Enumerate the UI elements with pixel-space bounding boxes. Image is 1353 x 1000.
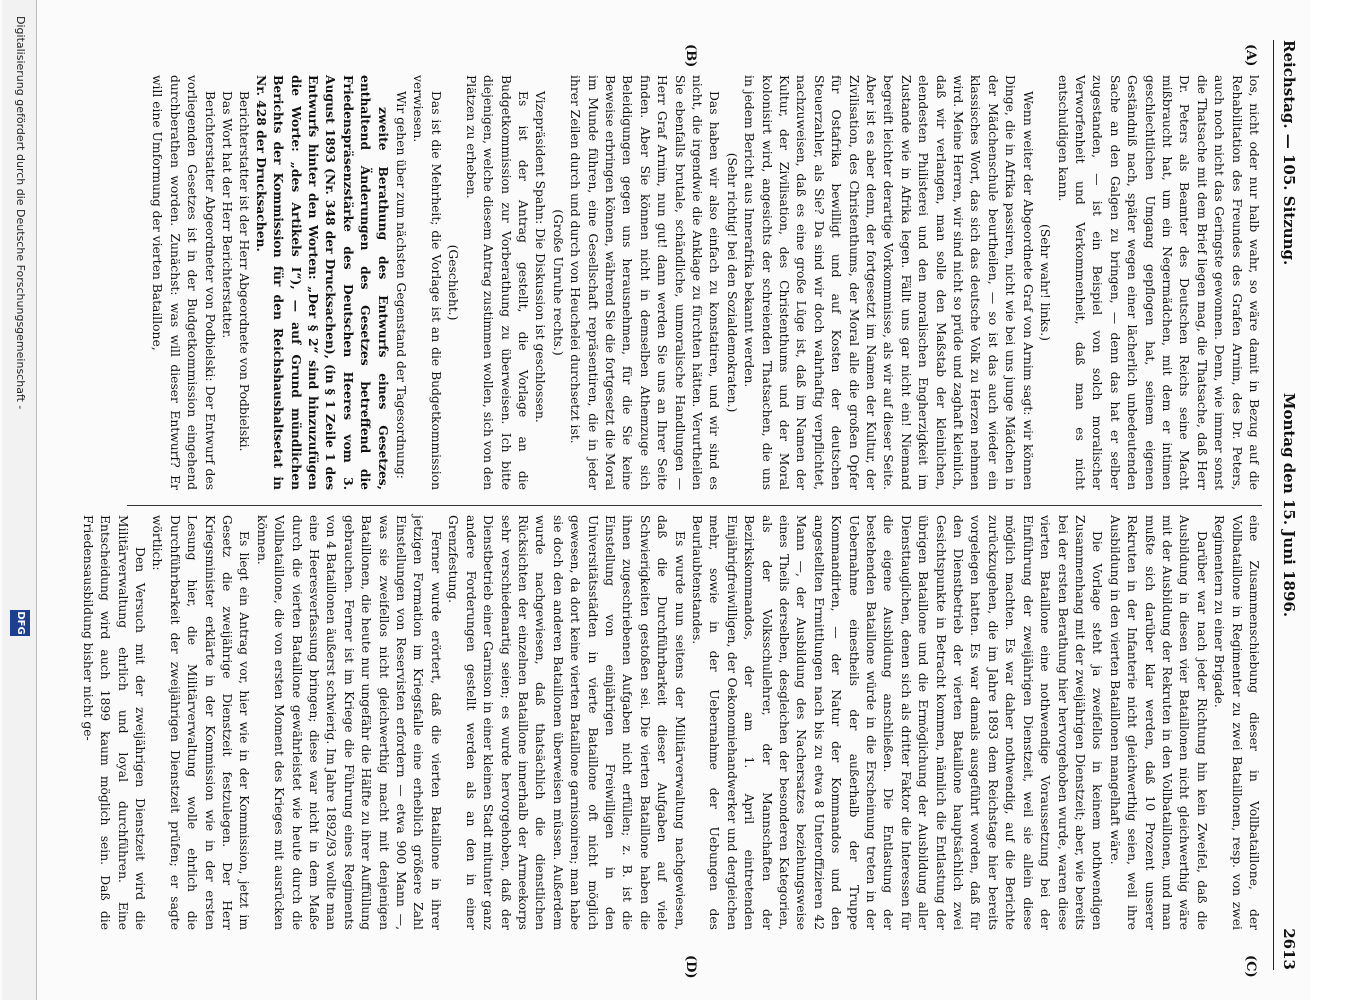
page-header [1273, 40, 1300, 970]
paragraph: Das haben wir also einfach zu konstatiren, und wir sind es nicht, die irgendwie die Anklage zu fürchten hätten. Verurtheilen Sie ebenfalls brutale, schändliche, unmoralische Handlungen — Herr Graf Arnim, nun gut! dann werden Sie uns an Ihrer Seite finden. Aber Sie können nicht in demselben Athemzuge sich Beleidigungen gegen uns herausnehmen, für die Sie keine Beweise erbringen können, während Sie die fortgesetzt die Moral im Munde führen, eine Gesellschaft repräsentiren, die in jeder ihrer Zeilen durch und durch von Heuchelei durchsetzt ist. [568, 75, 722, 490]
paragraph: Wir gehen über zum nächsten Gegenstand der Tagesordnung: [394, 91, 409, 479]
paragraph: Berichterstatter Abgeordneter von Podbielski: Der Entwurf des vorliegenden Gesetzes ist in der Budgetkommission eingehend durchberathen worden. Zunächst: was will dieser Entwurf? Er will eine Umformung der vierten Bataillone, [150, 75, 217, 490]
agenda-item: zweite Berathung des Entwurfs eines Gesetzes, enthaltend Änderungen des Gesetzes betreffend die Friedenspräsenzstärke des Deutschen Heeres vom 3. August 1893 (Nr. 348 der Drucksachen), (in § 1 Zeile 1 des Entwurfs hinter den Worten: „Der § 2“ sind hinzuzufügen die Worte: „des Artikels I“), — auf Grund mündlichen Berichts der Kommission für den Reichshaushaltsetat in Nr. 428 der Drucksachen. [253, 75, 391, 490]
paragraph: Das Wort hat der Herr Berichterstatter. [220, 91, 235, 339]
funding-note: Digitalisierung gefördert durch die Deutsche Forschungsgemeinschaft - [14, 16, 27, 410]
paragraph: Ferner wurde erörtert, daß die vierten Bataillone in ihrer jetzigen Formation im Kriegsfalle eine erheblich größere Zahl Einstellungen von Reservisten erfordern — etwa 900 Mann —, was sie zweifellos nicht gleichwerthig macht mit denjenigen Bataillonen, die heute nur ungefähr die Hälfte zu ihrer Auffüllung gebrauchen. Ferner ist im Kriege die Führung eines Regiments von 4 Bataillonen äußerst schwierig. Im Jahre 1892/93 wollte man eine Heeresverfassung bringen; diese war nicht in dem Maße durch die vierten Bataillone gewährleistet wie heute durch die Vollbataillone, die von ersten Moment des Krieges mit ausrücken können. [254, 515, 443, 930]
paragraph: los, nicht oder nur halb wahr, so wäre damit in Bezug auf die Rehabilitation des Freundes des Grafen Arnim, des Dr. Peters, auch noch nicht das Geringste gewonnen. Denn, wie immer sonst die Thatsache mit dem Brief liegen mag, die Thatsache, daß Herr Dr. Peters als Beamter des Deutschen Reichs seine Macht mißbraucht hat, um ein Negermädchen, mit dem er intimen geschlechtlichen Umgang gepflogen hat, seinem eigenen Geständniß nach, später wegen einer lächerlich unbedeutenden Sache an den Galgen zu bringen, — denn das hat er selber zugestanden, — ist ein Beispiel von solch moralischer Verworfenheit und Verkommenheit, daß man es nicht entschuldigen kann. [1055, 75, 1261, 490]
header-date: Montag den 15. Juni 1896. [1280, 392, 1298, 618]
paragraph: Darüber war nach jeder Richtung hin kein Zweifel, daß die Ausbildung in diesen vier Bataillonen nicht gleichwerthig wäre mit der Ausbildung der Rekruten in den Vollbataillonen, und man mußte sich darüber klar werden, daß 10 Prozent unserer Rekruten in der Infanterie nicht gleichwerthig seien, weil ihre Ausbildung in den vierten Bataillonen mangelhaft wäre. [1107, 515, 1209, 930]
paragraph: Das ist die Mehrheit; die Vorlage ist an die Budgetkommission verwiesen. [411, 75, 443, 490]
paragraph: Es wurde nun seitens der Militärverwaltung nachgewiesen, daß die Durchführbarkeit dieser Aufgaben auf viele Schwierigkeiten gestoßen sei. Die vierten Bataillone haben die ihnen zugeschriebenen Aufgaben nicht erfüllen; z. B. ist die Einstellung von einjährigen Freiwilligen in den Universitätsstädten in vierte Bataillone oft nicht möglich gewesen, da dort keine vierten Bataillone garnisoniren; man habe sie doch den anderen Bataillonen überweisen müssen. Außerdem wurde nachgewiesen, daß thatsächlich die dienstlichen Rücksichten der einzelnen Bataillone innerhalb der Armeekorps sehr verschiedenartig seien; es wurde hervorgehoben, daß der Dienstbetrieb einer Garnison in einer kleinen Stadt mitunter ganz andere Forderungen gestellt werden als an den in einer Grenzfestung. [446, 515, 687, 930]
paragraph: Vizepräsident Spahn: Die Diskussion ist geschlossen. [533, 91, 548, 423]
margin-mark-b: (B) [683, 44, 698, 68]
column-divider [127, 505, 1262, 506]
header-page-number: 2613 [1280, 928, 1298, 970]
margin-mark-a: (A) [1243, 44, 1258, 67]
margin-mark-d: (D) [683, 955, 698, 979]
paragraph: eine Zusammenschiebung dieser in Vollbataillone, der Vollbataillone in Regimenter zu zwei Bataillonen, resp. von zwei Regimentern zu einer Brigade. [1212, 515, 1261, 930]
right-column [78, 515, 1262, 930]
interjection: (Große Unruhe rechts.) [550, 209, 565, 356]
paragraph: Wenn weiter der Abgeordnete Graf von Arnim sagt: wir können Dinge, die in Afrika passiren, nicht wie bei uns junge Mädchen in der Mädchenschule beurtheilen, — so ist das auch wieder ein klassisches Wort, das sich das deutsche Volk zu Herzen nehmen wird. Meine Herren, wir sind nicht so prüde und zaghaft kleinlich, daß wir verlangen, man solle den Maßstab der kleinlichen, elendesten Philisterei und den moralischen Engherzigkeit im Zustande wie in Afrika legen. Fällt uns gar nicht ein! Niemand begreift leichter derartige Vorkommnisse, als wir auf dieser Seite. Aber ist es aber denn, der fortgesetzt im Namen der Kultur, der Zivilisation, des Christenthums, der Moral alle die großen Opfer für Ostafrika bewilligt und auf Kosten der deutschen Steuerzahler, als Sie? Da sind wir doch wahrhaftig verpflichtet, nachzuweisen, daß es eine große Lüge ist, daß im Namen der Kultur, der Zivilisation, des Christenthums und der Moral kolonisirt wird, angesichts der schreienden Thatsachen, die uns in jedem Bericht aus Innerafrika bekannt werden. [742, 75, 1035, 490]
left-column [148, 75, 1262, 490]
digitization-footer [2, 0, 37, 1000]
interjection: (Geschieht.) [446, 244, 461, 321]
paragraph: Die Vorlage steht ja zweifellos in keinem nothwendigen Zusammenhang mit der zweijährigen Dienstzeit; aber, wie bereits bei der ersten Berathung hier hervorgehoben wurde, waren diese vierten Bataillone eine nothwendige Voraussetzung bei der Einführung der zweijährigen Dienstzeit, weil sie allein diese möglich machten. Es war daher nothwendig, auf die Berichte zurückzugehen, die im Jahre 1893 dem Reichstage hier bereits vorgelegen hatten. Es war damals ausgeführt worden, daß für den Dienstbetrieb der vierten Bataillone hauptsächlich zwei Gesichtspunkte in Betracht kommen, nämlich die Entlastung der übrigen Bataillone und die Ermöglichung der Ausbildung aller Diensttauglichen, denen sich als dritter Faktor die Interessen für die eigene Ausbildung anschließen. Die Entlastung der bestehenden Bataillone würde in die Erscheinung treten in der Uebernahme einestheils der außerhalb der Truppe Kommandirten, — der Natur der Kommandos und den angestellten Ermittlungen nach bis zu etwa 8 Unteroffizieren 42 Mann —, der Ausbildung des Nachersatzes beziehungsweise eines Theils derselben, desgleichen der besonderen Kategorien, als der Volksschullehrer, der Mannschaften der Bezirkskommandos, der am 1. April eintretenden Einjährigfreiwilligen, der Oekonomiehandwerker und dergleichen mehr, sowie in der Uebernahme der Uebungen des Beurlaubtenstandes. [690, 515, 1105, 930]
quotation: Den Versuch mit der zweijährigen Dienstzeit wird die Militärverwaltung ehrlich und loyal durchführen. Eine Entscheidung wird auch 1899 kaum möglich sein. Daß die Friedensausbildung bisher nicht ge- [80, 515, 147, 930]
interjection: (Sehr richtig! bei den Sozialdemokraten.) [724, 152, 739, 413]
paragraph: Es liegt ein Antrag vor, hier wie in der Kommission, jetzt im Gesetz die zweijährige Dienstzeit festzulegen. Der Herr Kriegsminister erklärte in der Kommission wie in der ersten Lesung hier, die Militärverwaltung wolle ehrlich die Durchführbarkeit der zweijährigen Dienstzeit prüfen; er sagte wörtlich: [150, 515, 252, 930]
paragraph: Es ist der Antrag gestellt, die Vorlage an die Budgetkommission zur Vorberathung zu überweisen. Ich bitte diejenigen, welche diesem Antrag zustimmen wollen, sich von den Plätzen zu erheben. [463, 75, 530, 490]
header-session: Reichstag. — 105. Sitzung. [1280, 40, 1298, 266]
interjection: (Sehr wahr! links.) [1038, 224, 1053, 341]
paragraph: Berichterstatter ist der Herr Abgeordnete von Podbielski. [237, 91, 252, 452]
margin-mark-c: (C) [1243, 955, 1258, 978]
dfg-logo: DFG [10, 610, 30, 636]
